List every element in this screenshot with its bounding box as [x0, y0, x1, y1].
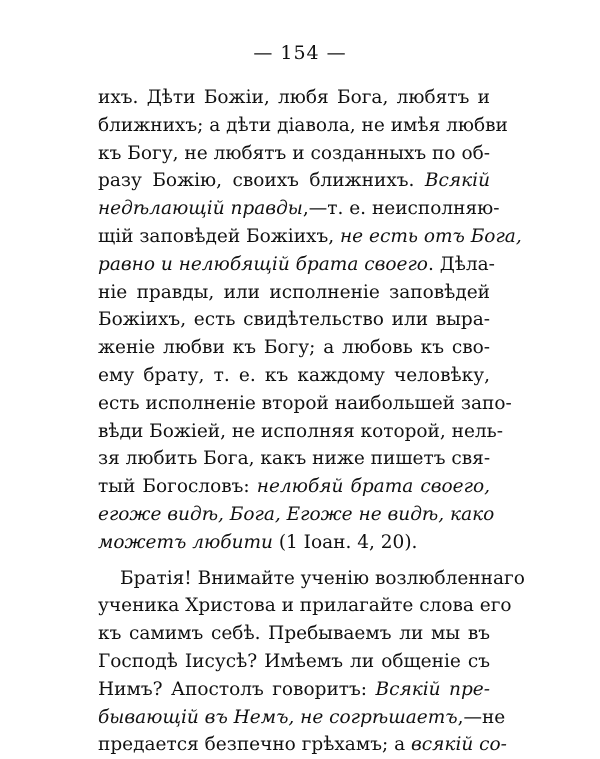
text-segment: къ самимъ себѣ. Пребываемъ ли мы въ	[98, 623, 490, 645]
text-segment: предается безпечно грѣхамъ; а	[98, 734, 412, 756]
italic-quote-segment: Всякій	[424, 170, 490, 192]
text-line	[98, 84, 490, 112]
body-text	[98, 84, 525, 759]
text-segment: Господѣ Іисусѣ? Имѣемъ ли общеніе съ	[98, 650, 490, 672]
text-line	[98, 501, 495, 529]
italic-quote-segment: всякій со-	[411, 734, 507, 756]
text-segment: (1 Іоан. 4, 20).	[272, 531, 418, 553]
text-segment: ,—т. е. неисполняю-	[302, 198, 500, 220]
text-line	[98, 362, 490, 390]
text-line	[98, 223, 522, 251]
text-segment: ихъ. Дѣти Божіи, любя Бога, любятъ и	[98, 87, 490, 108]
italic-quote-segment: недѣлающій правды	[98, 198, 303, 220]
text-segment: Божіихъ, есть свидѣтельство или выра-	[98, 309, 490, 331]
text-line	[98, 279, 490, 307]
text-line	[98, 529, 490, 557]
text-line	[98, 334, 490, 362]
text-segment: женіе любви къ Богу; а любовь къ сво-	[98, 337, 490, 359]
italic-quote-segment: можетъ любити	[98, 531, 273, 553]
text-line	[98, 140, 490, 168]
text-line	[98, 704, 506, 732]
text-segment: ему брату, т. е. къ каждому человѣку,	[98, 364, 490, 386]
text-segment: зя любить Бога, какъ ниже пишетъ свя-	[98, 448, 491, 470]
text-line	[98, 592, 512, 620]
text-segment: вѣди Божіей, не исполняя которой, нель-	[98, 420, 504, 442]
text-segment: . Дѣла-	[427, 253, 495, 275]
text-segment: щій заповѣдей Божіихъ,	[98, 225, 340, 247]
text-line	[98, 112, 508, 140]
text-line	[98, 731, 507, 759]
text-segment: Нимъ? Апостолъ говоритъ:	[98, 678, 376, 700]
italic-quote-segment: нелюбяй брата своего,	[256, 476, 490, 498]
text-line	[98, 620, 490, 648]
paragraph	[98, 565, 525, 759]
text-line	[98, 473, 490, 501]
text-line	[98, 251, 495, 279]
text-line	[98, 445, 490, 473]
text-segment: Братія! Внимайте ученію возлюбленнаго	[120, 567, 525, 589]
page-number: — 154 —	[253, 42, 347, 64]
paragraph	[98, 84, 522, 557]
paragraph-gap	[98, 557, 490, 565]
italic-quote-segment: Всякій пре-	[375, 678, 490, 700]
text-line	[98, 195, 500, 223]
text-line	[98, 676, 490, 704]
text-segment: къ Богу, не любятъ и созданныхъ по об-	[98, 142, 490, 164]
text-line	[98, 167, 490, 195]
text-line	[98, 648, 490, 676]
text-segment: ученика Христова и прилагайте слова его	[98, 595, 512, 617]
text-line	[98, 390, 512, 418]
italic-quote-segment: равно и нелюбящій брата своего	[98, 253, 428, 275]
italic-quote-segment: бывающій въ Немъ, не согрѣшаетъ	[98, 706, 458, 728]
text-segment: ніе правды, или исполненіе заповѣдей	[98, 281, 490, 303]
text-line	[98, 418, 504, 446]
text-segment: тый Богословъ:	[98, 476, 257, 498]
text-line	[98, 565, 525, 593]
text-line	[98, 306, 490, 334]
text-segment: разу Божію, своихъ ближнихъ.	[98, 170, 425, 192]
italic-quote-segment: не есть отъ Бога,	[340, 225, 522, 247]
text-segment: ,—не	[457, 706, 506, 728]
text-segment: есть исполненіе второй наибольшей запо-	[98, 392, 512, 414]
italic-quote-segment: егоже видѣ, Бога, Егоже не видѣ, како	[98, 503, 495, 525]
text-segment: ближнихъ; а дѣти діавола, не имѣя любви	[98, 114, 508, 136]
